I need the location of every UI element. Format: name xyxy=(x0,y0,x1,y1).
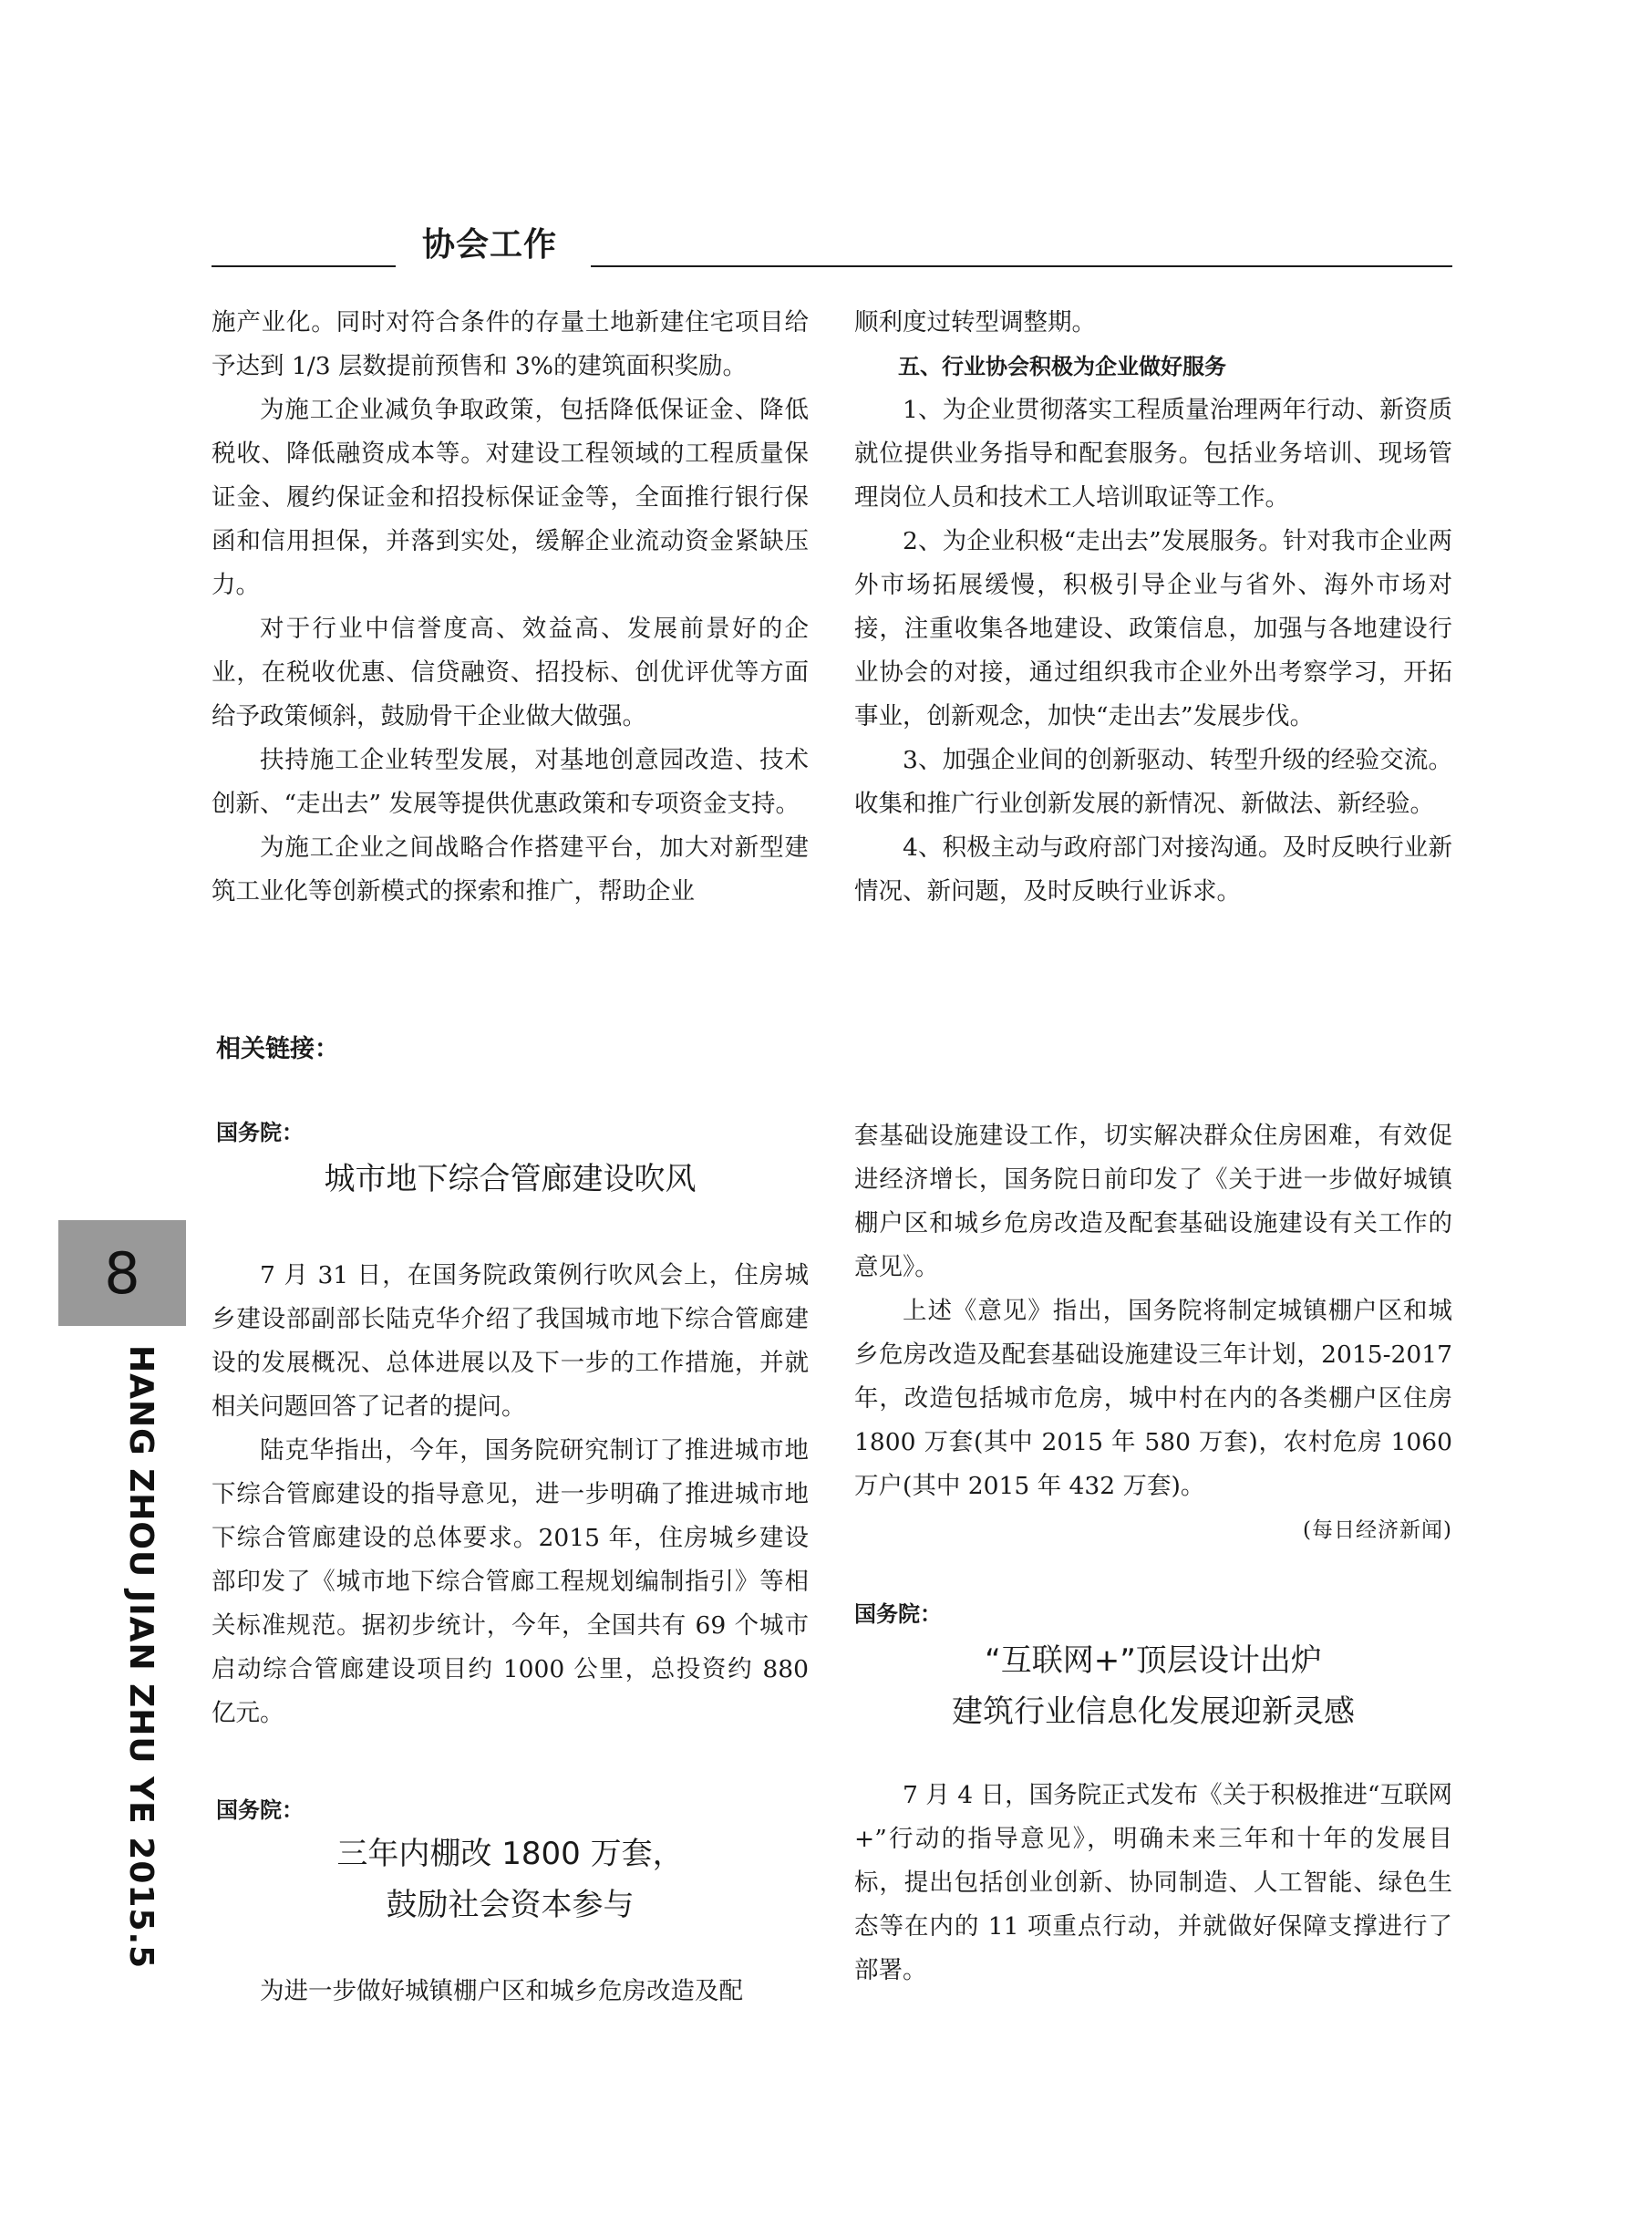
paragraph: 7 月 31 日，在国务院政策例行吹风会上，住房城乡建设部副部长陆克华介绍了我国城市地下综合管廊建设的发展概况、总体进展以及下一步的工作措施，并就相关问题回答了记者的提问。 xyxy=(212,1261,809,1421)
paragraph: 扶持施工企业转型发展，对基地创意园改造、技术创新、“走出去” 发展等提供优惠政策和专项资金支持。 xyxy=(212,746,809,818)
related-links-label: 相关链接： xyxy=(216,1035,339,1063)
paragraph-continuation: 套基础设施建设工作，切实解决群众住房困难，有效促进经济增长，国务院日前印发了《关于进一步做好城镇棚户区和城乡危房改造及配套基础设施建设有关工作的意见》。 xyxy=(854,1122,1452,1281)
paragraph: 施产业化。同时对符合条件的存量土地新建住宅项目给予达到 1/3 层数提前预售和 3%的建筑面积奖励。 xyxy=(212,308,809,380)
article-title xyxy=(212,1828,809,1931)
list-item: 4、积极主动与政府部门对接沟通。及时反映行业新情况、新问题，及时反映行业诉求。 xyxy=(854,833,1452,906)
article-source-label: 国务院： xyxy=(854,1601,942,1627)
top-left-column xyxy=(212,301,809,914)
article-title-line: 三年内棚改 1800 万套， xyxy=(336,1836,684,1872)
article-title-line: “互联网+”顶层设计出炉 xyxy=(985,1642,1322,1679)
article-source-label: 国务院： xyxy=(216,1120,304,1145)
list-item: 1、为企业贯彻落实工程质量治理两年行动、新资质就位提供业务指导和配套服务。包括业务培训、现场管理岗位人员和技术工人培训取证等工作。 xyxy=(854,396,1452,512)
header-rule-left xyxy=(212,265,396,267)
article-title: 城市地下综合管廊建设吹风 xyxy=(324,1161,697,1197)
top-right-column xyxy=(854,301,1452,914)
article-title xyxy=(854,1635,1452,1737)
article-body xyxy=(212,1254,809,1735)
paragraph: 陆克华指出，今年，国务院研究制订了推进城市地下综合管廊建设的指导意见，进一步明确了推进城市地下综合管廊建设的总体要求。2015 年，住房城乡建设部印发了《城市地下综合管廊工程规划编制指引》等相关标准规范。据初步统计，今年，全国共有 69 个城市启动综合管廊建设项目约 1000 公里，总投资约 880 亿元。 xyxy=(212,1436,809,1727)
article-body xyxy=(854,1774,1452,1993)
paragraph: 为施工企业之间战略合作搭建平台，加大对新型建筑工业化等创新模式的探索和推广，帮助企业 xyxy=(212,833,809,906)
article-title-line: 鼓励社会资本参与 xyxy=(386,1887,635,1923)
paragraph: 为施工企业减负争取政策，包括降低保证金、降低税收、降低融资成本等。对建设工程领域的工程质量保证金、履约保证金和招投标保证金等，全面推行银行保函和信用担保，并落到实处，缓解企业流动资金紧缺压力。 xyxy=(212,396,809,599)
list-item: 2、为企业积极“走出去”发展服务。针对我市企业两外市场拓展缓慢，积极引导企业与省外、海外市场对接，注重收集各地建设、政策信息，加强与各地建设行业协会的对接，通过组织我市企业外出考察学习，开拓事业，创新观念，加快“走出去”发展步伐。 xyxy=(854,527,1452,730)
source-credit: (每日经济新闻) xyxy=(1303,1518,1452,1542)
article-body-continued xyxy=(854,1114,1452,1552)
page-number-tab xyxy=(58,1220,186,1326)
article-source-label: 国务院： xyxy=(216,1797,304,1823)
article-body xyxy=(212,1970,809,2014)
article-title-line: 建筑行业信息化发展迎新灵感 xyxy=(952,1693,1355,1730)
paragraph: 对于行业中信誉度高、效益高、发展前景好的企业，在税收优惠、信贷融资、招投标、创优评优等方面给予政策倾斜，鼓励骨干企业做大做强。 xyxy=(212,615,809,730)
header-rule-right xyxy=(591,265,1452,267)
paragraph-continuation: 顺利度过转型调整期。 xyxy=(854,308,1096,336)
paragraph: 上述《意见》指出，国务院将制定城镇棚户区和城乡危房改造及配套基础设施建设三年计划，2015-2017 年，改造包括城市危房，城中村在内的各类棚户区住房 1800 万套(其中 2015 年 580 万套)，农村危房 1060 万户(其中 2015 年 432 万套)。 xyxy=(854,1297,1452,1500)
section-subheading: 五、行业协会积极为企业做好服务 xyxy=(898,354,1226,379)
page-number: 8 xyxy=(104,1239,140,1307)
paragraph: 为进一步做好城镇棚户区和城乡危房改造及配 xyxy=(260,1977,743,2005)
paragraph: 7 月 4 日，国务院正式发布《关于积极推进“互联网+”行动的指导意见》，明确未来三年和十年的发展目标，提出包括创业创新、协同制造、人工智能、绿色生态等在内的 11 项重点行动，并就做好保障支撑进行了部署。 xyxy=(854,1781,1452,1984)
list-item: 3、加强企业间的创新驱动、转型升级的经验交流。收集和推广行业创新发展的新情况、新做法、新经验。 xyxy=(854,746,1452,818)
vertical-magazine-title: HANG ZHOU JIAN ZHU YE 2015.5 xyxy=(122,1345,160,1970)
section-header: 协会工作 xyxy=(422,226,558,264)
